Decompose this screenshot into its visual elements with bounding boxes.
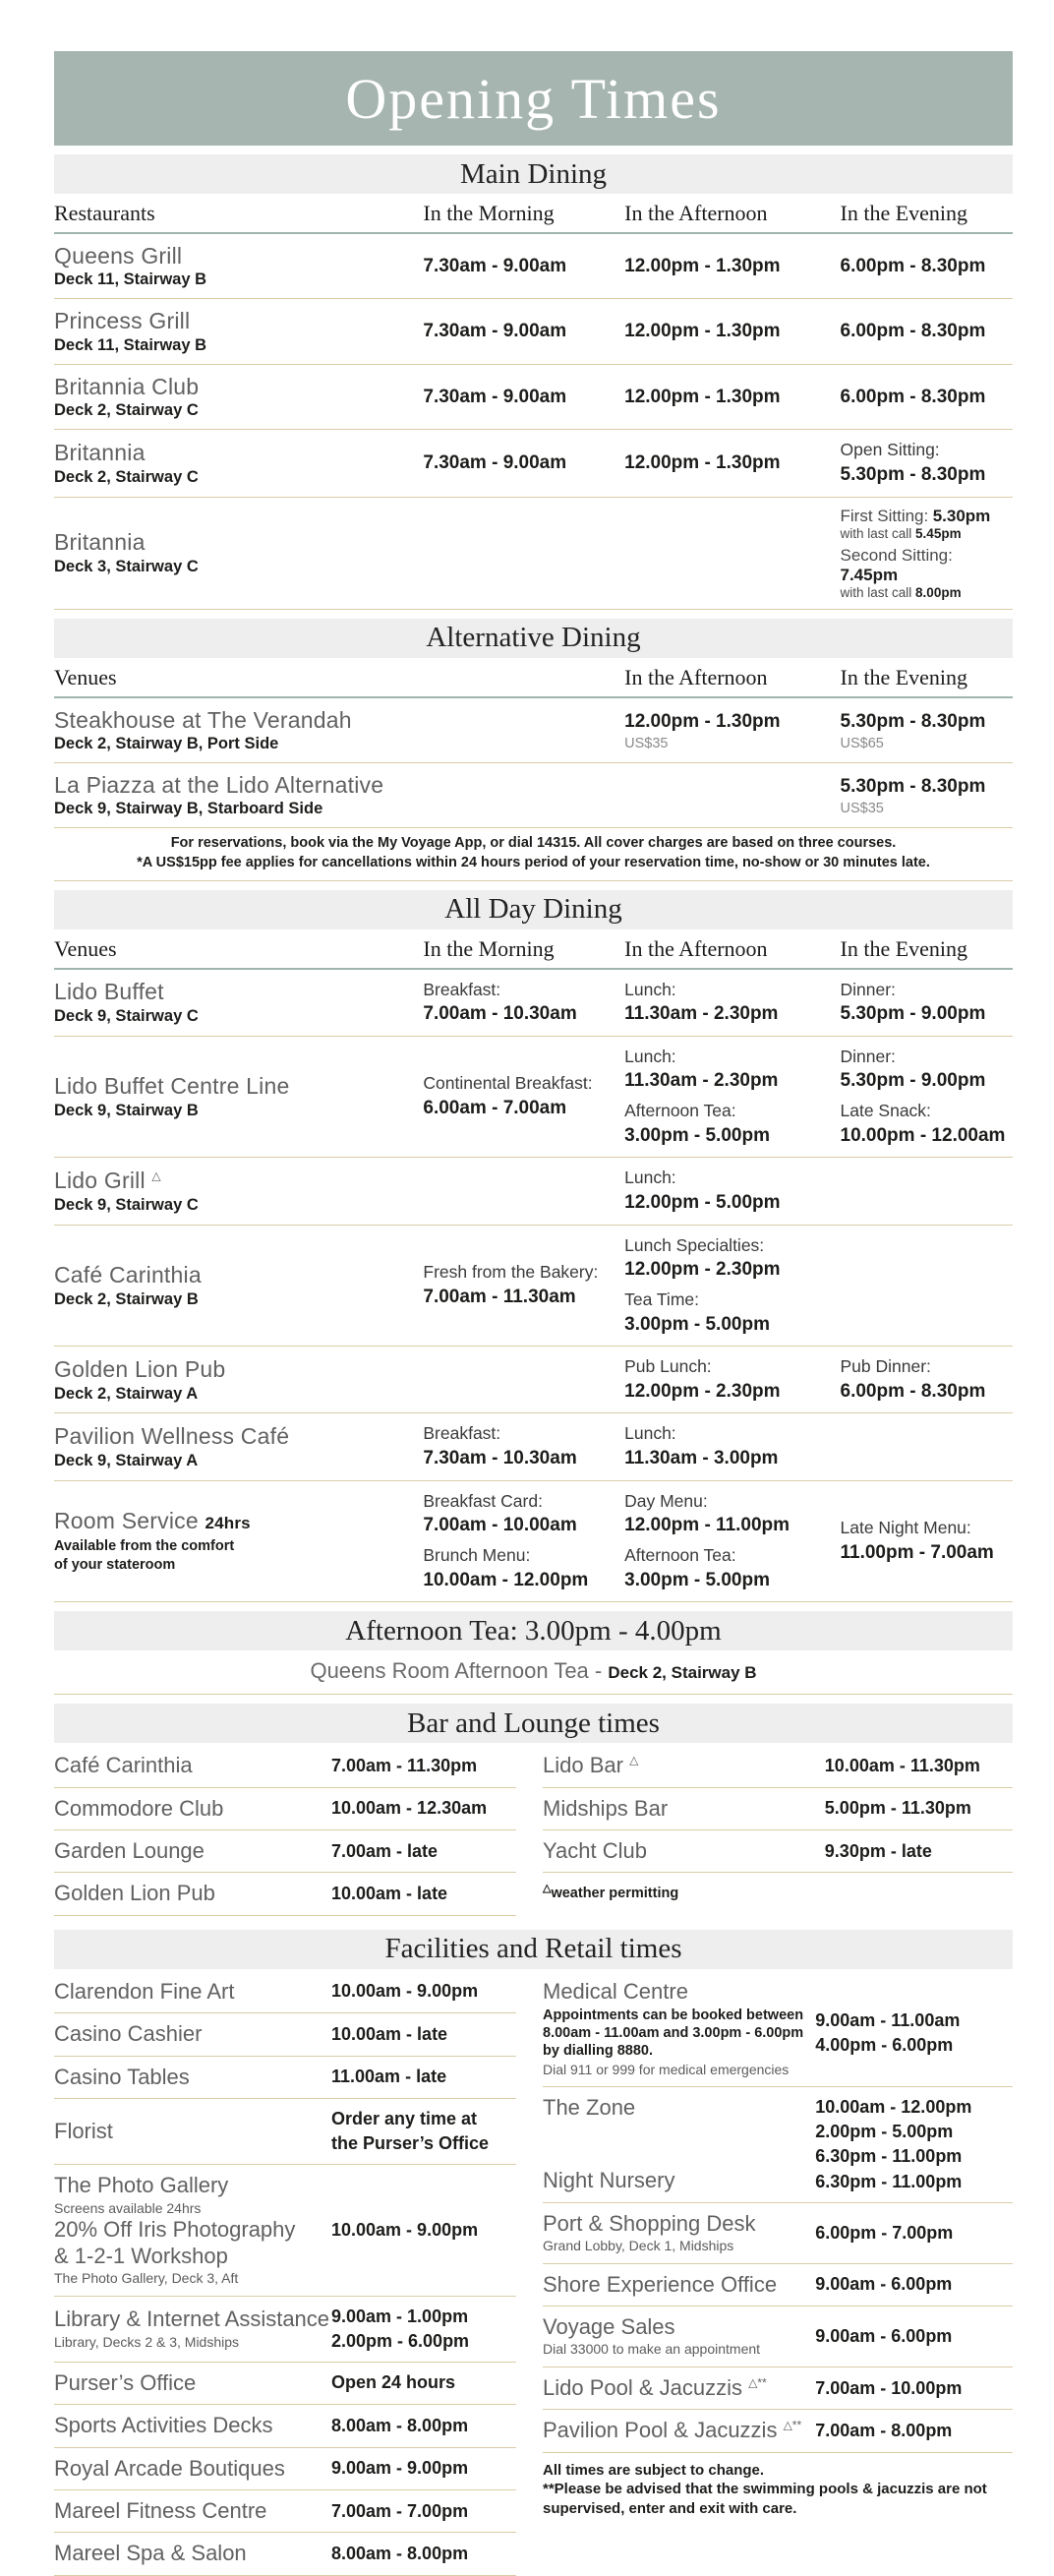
facility-emergency-note: Dial 911 or 999 for medical emergencies bbox=[543, 2061, 790, 2077]
venue-name: Britannia bbox=[54, 529, 146, 556]
facility-name: Voyage Sales bbox=[543, 2314, 675, 2340]
bar-time: 10.00am - late bbox=[331, 1884, 448, 1903]
col-header-afternoon: In the Afternoon bbox=[624, 935, 768, 961]
facility-time: the Purser’s Office bbox=[331, 2133, 490, 2154]
facility-time: 4.00pm - 6.00pm bbox=[815, 2034, 954, 2055]
sitting-label: Second Sitting: bbox=[840, 545, 953, 565]
time-morning: 7.30am - 9.00am bbox=[423, 255, 567, 276]
venue-name: Lido Grill △ bbox=[54, 1168, 161, 1194]
venue-location: Deck 2, Stairway A bbox=[54, 1384, 199, 1403]
facility-time: 6.30pm - 11.00pm bbox=[815, 2171, 963, 2191]
facility-subnote: Screens available 24hrs bbox=[54, 2199, 202, 2216]
facility-name: Pavilion Pool & Jacuzzis △** bbox=[543, 2418, 802, 2443]
venue-location: Deck 9, Stairway A bbox=[54, 1451, 199, 1469]
col-header-morning: In the Morning bbox=[423, 201, 555, 225]
facility-name: Night Nursery bbox=[543, 2168, 675, 2193]
facility-time: 10.00am - 9.00pm bbox=[331, 1981, 479, 2002]
list-item bbox=[543, 1971, 1013, 2087]
time-label: Open Sitting: bbox=[840, 440, 940, 460]
facility-time: 10.00am - 9.00pm bbox=[331, 2219, 479, 2240]
facility-name: Medical Centre bbox=[543, 1978, 688, 2004]
section-band-afternoon-tea bbox=[54, 1611, 1013, 1650]
facility-subnote: Library, Decks 2 & 3, Midships bbox=[54, 2333, 240, 2350]
col-header-afternoon: In the Afternoon bbox=[624, 664, 768, 689]
col-header-evening: In the Evening bbox=[840, 201, 968, 225]
section-band-main-dining bbox=[54, 154, 1013, 194]
venue-name-suffix: 24hrs bbox=[205, 1514, 251, 1533]
venue-name: Britannia bbox=[54, 440, 146, 466]
venue-name: Room Service 24hrs bbox=[54, 1508, 251, 1534]
venue-location: Deck 11, Stairway B bbox=[54, 270, 207, 289]
page-header-band bbox=[54, 51, 1013, 146]
bars-columns bbox=[54, 1745, 1013, 1916]
facility-time: 7.00am - 7.00pm bbox=[331, 2500, 469, 2521]
facility-name: Casino Cashier bbox=[54, 2021, 203, 2047]
main-dining-header-row bbox=[54, 194, 1013, 234]
list-item bbox=[543, 2087, 1013, 2203]
time-evening: Open Sitting: 5.30pm - 8.30pm bbox=[841, 439, 1014, 487]
list-item bbox=[54, 2490, 516, 2533]
facility-time: 9.00am - 9.00pm bbox=[331, 2458, 469, 2479]
subject-to-change-note: All times are subject to change. bbox=[543, 2461, 765, 2479]
weather-permitting-icon: △ bbox=[543, 1883, 552, 1895]
list-item bbox=[54, 1971, 516, 2013]
facility-name: The Photo Gallery bbox=[54, 2173, 229, 2198]
venue-name: Britannia Club bbox=[54, 373, 200, 399]
bar-time: 9.30pm - late bbox=[824, 1840, 932, 1861]
facility-name: Clarendon Fine Art bbox=[54, 1978, 235, 2004]
venue-location: Deck 9, Stairway B, Starboard Side bbox=[54, 800, 323, 818]
facility-name: Royal Arcade Boutiques bbox=[54, 2455, 285, 2481]
weather-permitting-icon: △ bbox=[151, 1168, 161, 1183]
facility-time: 9.00am - 6.00pm bbox=[815, 2325, 953, 2346]
facility-time: 10.00am - late bbox=[331, 2023, 448, 2044]
facility-time: 7.00am - 10.00pm bbox=[815, 2377, 963, 2398]
section-title-facilities: Facilities and Retail times bbox=[384, 1933, 682, 1965]
bar-name: Garden Lounge bbox=[54, 1838, 205, 1864]
venue-name: Princess Grill bbox=[54, 308, 191, 334]
table-row bbox=[54, 698, 1013, 763]
cover-charge: US$35 bbox=[624, 735, 669, 751]
facility-subnote: Grand Lobby, Deck 1, Midships bbox=[543, 2238, 734, 2254]
venue-location: Deck 2, Stairway C bbox=[54, 401, 199, 420]
list-item bbox=[543, 2367, 1013, 2410]
col-header-venues: Venues bbox=[54, 664, 117, 689]
facility-name: Sports Activities Decks bbox=[54, 2413, 273, 2438]
page-title: Opening Times bbox=[345, 66, 722, 131]
list-item bbox=[54, 1873, 516, 1915]
facilities-right-column bbox=[543, 1971, 1013, 2518]
list-item bbox=[54, 1830, 516, 1873]
time-afternoon: 12.00pm - 1.30pm bbox=[624, 710, 781, 732]
afternoon-tea-location: Deck 2, Stairway B bbox=[608, 1663, 757, 1683]
bar-name: Café Carinthia bbox=[54, 1753, 193, 1778]
list-item bbox=[543, 1830, 1013, 1873]
venue-location: Deck 9, Stairway C bbox=[54, 1195, 199, 1214]
venue-location: Deck 2, Stairway C bbox=[54, 467, 199, 486]
table-row bbox=[54, 365, 1013, 430]
pool-supervision-note: **Please be advised that the swimming pools & jacuzzis are not supervised, enter and exit with care. bbox=[543, 2481, 987, 2517]
bar-time: 5.00pm - 11.30pm bbox=[824, 1798, 971, 1819]
facility-time: 2.00pm - 6.00pm bbox=[331, 2330, 470, 2351]
section-band-all-day-dining bbox=[54, 890, 1013, 929]
bar-time: 7.00am - 11.30pm bbox=[331, 1755, 478, 1775]
table-row bbox=[54, 430, 1013, 497]
section-band-facilities bbox=[54, 1930, 1013, 1969]
venue-note: Available from the comfort of your stateroom bbox=[54, 1537, 235, 1573]
table-row bbox=[54, 763, 1013, 828]
facility-name: Florist bbox=[54, 2118, 113, 2143]
sitting-time: 7.45pm bbox=[840, 565, 899, 584]
list-item bbox=[54, 2448, 516, 2490]
section-band-bars bbox=[54, 1704, 1013, 1743]
footer-notes bbox=[543, 2453, 1013, 2519]
bar-time: 10.00am - 12.30am bbox=[331, 1798, 488, 1819]
facility-name: Mareel Spa & Salon bbox=[54, 2541, 247, 2566]
facility-time: 9.00am - 6.00pm bbox=[815, 2274, 953, 2295]
bar-time: 7.00am - late bbox=[331, 1840, 439, 1861]
facility-name: Shore Experience Office bbox=[543, 2271, 778, 2297]
facility-time: 6.30pm - 11.00pm bbox=[815, 2146, 963, 2167]
reservation-note-line: For reservations, book via the My Voyage App, or dial 14315. All cover charges are based on three courses. bbox=[170, 835, 897, 852]
time-evening: 5.30pm - 8.30pm bbox=[840, 776, 986, 798]
table-row: Lido Buffet Deck 9, Stairway C Breakfast: 7.00am - 10.30am Lunch: 11.30am - 2.30pm Dinner: 5.30pm - 9.00pm bbox=[54, 970, 1013, 1037]
col-header-morning: In the Morning bbox=[423, 935, 555, 961]
facility-time: 2.00pm - 5.00pm bbox=[815, 2122, 954, 2142]
afternoon-tea-venue: Queens Room Afternoon Tea - bbox=[310, 1658, 609, 1684]
facility-time: Order any time at bbox=[331, 2108, 478, 2128]
facility-time: 11.00am - late bbox=[331, 2067, 447, 2087]
facility-name: Lido Pool & Jacuzzis △** bbox=[543, 2374, 767, 2400]
list-item bbox=[54, 2057, 516, 2099]
alt-dining-header-row bbox=[54, 658, 1013, 698]
col-header-afternoon: In the Afternoon bbox=[624, 201, 768, 225]
venue-location: Deck 2, Stairway B, Port Side bbox=[54, 735, 279, 753]
bar-name: Commodore Club bbox=[54, 1795, 224, 1821]
time-evening: 5.30pm - 8.30pm bbox=[840, 710, 986, 732]
bar-time: 10.00am - 11.30pm bbox=[824, 1755, 980, 1775]
time-afternoon: 12.00pm - 1.30pm bbox=[624, 386, 781, 407]
venue-name: Pavilion Wellness Café bbox=[54, 1423, 290, 1450]
list-item bbox=[543, 2203, 1013, 2264]
time-evening: 6.00pm - 8.30pm bbox=[840, 255, 986, 276]
facility-time: 7.00am - 8.00pm bbox=[815, 2420, 953, 2440]
time-morning: 7.30am - 9.00am bbox=[423, 386, 567, 407]
facility-name: Purser’s Office bbox=[54, 2369, 197, 2395]
list-item bbox=[54, 1745, 516, 1787]
list-item bbox=[54, 2297, 516, 2363]
list-item bbox=[54, 2099, 516, 2165]
col-header-restaurants: Restaurants bbox=[54, 201, 155, 225]
reservation-notes bbox=[54, 828, 1013, 880]
opening-times-page bbox=[54, 51, 1013, 2576]
venue-location: Deck 11, Stairway B bbox=[54, 335, 207, 354]
cancellation-note-line: *A US$15pp fee applies for cancellations within 24 hours period of your reservation time, no-show or 30 minutes late. bbox=[137, 855, 930, 871]
facility-time: 8.00am - 8.00pm bbox=[331, 2415, 469, 2435]
venue-name: Lido Buffet Centre Line bbox=[54, 1073, 290, 1100]
facility-name: Mareel Fitness Centre bbox=[54, 2498, 267, 2524]
all-day-header-row bbox=[54, 929, 1013, 970]
afternoon-tea-venue-line bbox=[54, 1650, 1013, 1695]
sitting-label: First Sitting: bbox=[840, 506, 929, 525]
section-title-main-dining: Main Dining bbox=[459, 157, 608, 190]
weather-permitting-icon: △** bbox=[783, 2419, 802, 2433]
sitting-time: 5.30pm bbox=[932, 506, 991, 525]
list-item bbox=[543, 2410, 1013, 2452]
venue-location: Deck 9, Stairway C bbox=[54, 1006, 199, 1025]
list-item bbox=[54, 2013, 516, 2056]
bar-name: Yacht Club bbox=[543, 1838, 647, 1864]
bar-name: Lido Bar △ bbox=[543, 1753, 639, 1778]
time-morning: 7.30am - 9.00am bbox=[423, 452, 567, 474]
table-row: Pavilion Wellness Café Deck 9, Stairway A Breakfast: 7.30am - 10.30am Lunch: 11.30am - 3.00pm bbox=[54, 1413, 1013, 1480]
list-item bbox=[543, 2264, 1013, 2306]
section-band-alternative-dining bbox=[54, 619, 1013, 658]
facility-booking-note: Appointments can be booked between 8.00am - 11.00am and 3.00pm - 6.00pm by dialling 8880. bbox=[543, 2007, 804, 2060]
weather-permitting-footnote: △weather permitting bbox=[543, 1883, 679, 1902]
col-header-evening: In the Evening bbox=[840, 664, 968, 689]
bars-right-column bbox=[543, 1745, 1013, 1901]
facility-name: & 1-2-1 Workshop bbox=[54, 2243, 228, 2268]
list-item bbox=[54, 1788, 516, 1830]
list-item bbox=[54, 2405, 516, 2447]
time-morning: 7.30am - 9.00am bbox=[423, 321, 567, 342]
facilities-columns bbox=[54, 1971, 1013, 2576]
time-evening: 6.00pm - 8.30pm bbox=[840, 386, 986, 407]
bar-name: Midships Bar bbox=[543, 1795, 669, 1821]
venue-name: Steakhouse at The Verandah bbox=[54, 706, 352, 733]
facility-subnote: The Photo Gallery, Deck 3, Aft bbox=[54, 2270, 239, 2287]
list-item bbox=[543, 1745, 1013, 1787]
section-title-bars: Bar and Lounge times bbox=[407, 1707, 660, 1739]
facility-time: 6.00pm - 7.00pm bbox=[815, 2222, 954, 2243]
facility-time: 9.00am - 11.00am bbox=[815, 2009, 961, 2030]
bar-name: Golden Lion Pub bbox=[54, 1881, 215, 1906]
cover-charge: US$35 bbox=[840, 801, 884, 817]
col-header-venues: Venues bbox=[54, 935, 117, 961]
venue-name: La Piazza at the Lido Alternative bbox=[54, 772, 384, 799]
table-row: Lido Grill △ Deck 9, Stairway C Lunch: 12.00pm - 5.00pm bbox=[54, 1158, 1013, 1225]
facility-time: 9.00am - 1.00pm bbox=[331, 2306, 469, 2326]
time-evening: 6.00pm - 8.30pm bbox=[840, 321, 986, 342]
section-title-afternoon-tea: Afternoon Tea: 3.00pm - 4.00pm bbox=[345, 1614, 722, 1647]
section-title-all-day-dining: All Day Dining bbox=[444, 893, 622, 926]
weather-permitting-icon: △** bbox=[748, 2375, 767, 2390]
facility-subnote: Dial 33000 to make an appointment bbox=[543, 2341, 761, 2358]
list-item bbox=[543, 2306, 1013, 2367]
table-row: Golden Lion Pub Deck 2, Stairway A Pub Lunch: 12.00pm - 2.30pm Pub Dinner: 6.00pm - 8.30pm bbox=[54, 1347, 1013, 1413]
facility-name: 20% Off Iris Photography bbox=[54, 2217, 296, 2243]
facility-name: Casino Tables bbox=[54, 2064, 190, 2089]
table-row: Lido Buffet Centre Line Deck 9, Stairway B Continental Breakfast: 6.00am - 7.00am Lunch: 11.30am - 2.30pm Afternoon Tea: 3.00pm - 5.00pm Dinner: 5.30pm - 9.00pm Late Snack: 10.00pm - 12.00am bbox=[54, 1037, 1013, 1159]
facility-name: The Zone bbox=[543, 2095, 636, 2121]
venue-name: Café Carinthia bbox=[54, 1262, 202, 1288]
venue-name: Queens Grill bbox=[54, 243, 183, 269]
facility-name: Port & Shopping Desk bbox=[543, 2210, 756, 2236]
list-item bbox=[54, 2363, 516, 2405]
table-row bbox=[54, 234, 1013, 299]
venue-name: Lido Buffet bbox=[54, 979, 164, 1005]
weather-permitting-icon: △ bbox=[629, 1753, 639, 1767]
venue-location: Deck 2, Stairway B bbox=[54, 1289, 199, 1308]
table-row bbox=[54, 498, 1013, 610]
list-item bbox=[54, 2165, 516, 2296]
section-title-alternative-dining: Alternative Dining bbox=[426, 622, 641, 654]
list-item bbox=[54, 2533, 516, 2575]
table-row: Room Service 24hrs Available from the comfort of your stateroom Breakfast Card: 7.00am - 10.00am Brunch Menu: 10.00am - 12.00pm Day Menu: 12.00pm - 11.00pm Afternoon Tea: 3.00pm - 5.00pm Late Night Menu: 11.00pm - 7.00am bbox=[54, 1481, 1013, 1603]
venue-location: Deck 9, Stairway B bbox=[54, 1101, 199, 1119]
facility-time: 10.00am - 12.00pm bbox=[815, 2097, 972, 2118]
col-header-evening: In the Evening bbox=[840, 935, 968, 961]
cover-charge: US$65 bbox=[840, 735, 884, 751]
table-row bbox=[54, 299, 1013, 364]
venue-location: Deck 3, Stairway C bbox=[54, 557, 199, 575]
time-afternoon: 12.00pm - 1.30pm bbox=[624, 321, 781, 342]
facilities-left-column bbox=[54, 1971, 516, 2576]
facility-time: Open 24 hours bbox=[331, 2372, 456, 2393]
facility-name: Library & Internet Assistance bbox=[54, 2306, 330, 2332]
list-item bbox=[543, 1788, 1013, 1830]
bars-left-column bbox=[54, 1745, 516, 1916]
facility-time: 8.00am - 8.00pm bbox=[331, 2544, 469, 2564]
time-afternoon: 12.00pm - 1.30pm bbox=[624, 452, 781, 474]
sittings-cell: First Sitting: 5.30pm with last call 5.45pm Second Sitting: 7.45pm with last call 8.00pm bbox=[840, 506, 991, 600]
time-afternoon: 12.00pm - 1.30pm bbox=[624, 255, 781, 276]
venue-name: Golden Lion Pub bbox=[54, 1356, 226, 1383]
table-row: Café Carinthia Deck 2, Stairway B Fresh from the Bakery: 7.00am - 11.30am Lunch Specialties: 12.00pm - 2.30pm Tea Time: 3.00pm - 5.00pm bbox=[54, 1226, 1013, 1348]
